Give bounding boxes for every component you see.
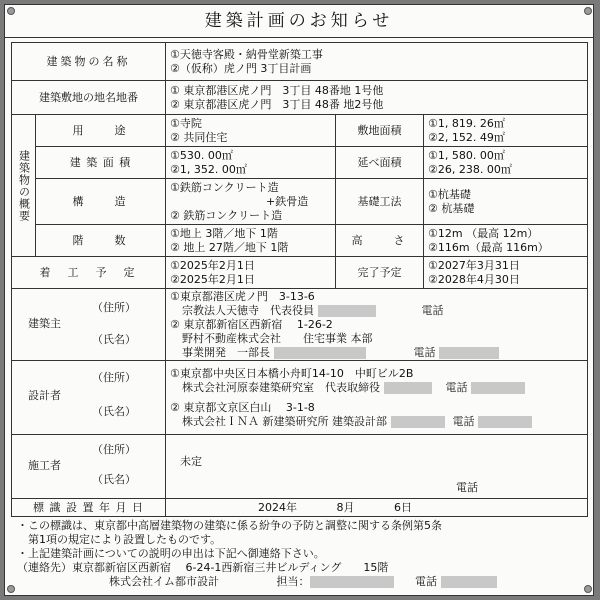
site-area-1: ①1, 819. 26㎡ (428, 116, 505, 130)
overview-label: 建築物の概要 (12, 115, 36, 257)
contractor-value: 未定 (180, 455, 202, 468)
owner-phone-label-2: 電話 (413, 345, 436, 359)
screw-top-right (584, 7, 592, 15)
foundation-label: 基礎工法 (336, 179, 424, 225)
structure-2: ② 鉄筋コンクリート造 (170, 208, 283, 222)
building-area-label: 建 築 面 積 (36, 147, 166, 179)
notes (17, 519, 587, 589)
row-owner (12, 289, 588, 361)
contractor-label-cell (12, 435, 166, 499)
contractor-phone-label: 電話 (456, 481, 478, 494)
contractor-label: 施工者 (28, 459, 61, 472)
owner-line-1: ①東京都港区虎ノ門 3-13-6 (170, 289, 315, 303)
total-floor-area-label: 延べ面積 (336, 147, 424, 179)
designer-line-2: 株式会社河原泰建築研究室 代表取締役 (182, 380, 380, 394)
foundation-1: ①杭基礎 (428, 187, 471, 201)
note-5-person-redaction (310, 576, 394, 588)
use-1: ①寺院 (170, 116, 202, 130)
sign-date-day: 6日 (394, 500, 412, 514)
sign-date-month: 8月 (336, 500, 355, 514)
owner-label: 建築主 (28, 317, 61, 330)
row-sign-date (12, 499, 588, 517)
owner-line-4: 野村不動産株式会社 住宅事業 本部 (182, 331, 373, 345)
designer-phone-redaction (471, 382, 525, 394)
note-5-phone-redaction (441, 576, 497, 588)
row-floors (12, 225, 588, 257)
floors-2: ② 地上 27階／地下 1階 (170, 240, 289, 254)
total-floor-area-1: ①1, 580. 00㎡ (428, 148, 505, 162)
designer-phone-label: 電話 (445, 380, 468, 394)
row-use (12, 115, 588, 147)
use-label: 用 途 (36, 115, 166, 147)
height-1: ①12m （最高 12m） (428, 226, 539, 240)
screw-bottom-left (7, 585, 15, 593)
site-area-2: ②2, 152. 49㎡ (428, 130, 505, 144)
row-building-area (12, 147, 588, 179)
designer-label: 設計者 (28, 389, 61, 402)
row-building-name (12, 43, 588, 81)
site-address-label: 建築敷地の地名地番 (12, 81, 166, 115)
floors-label: 階 数 (36, 225, 166, 257)
designer-line-4: 株式会社ＩＮＡ 新建築研究所 建築設計部 (182, 414, 387, 428)
start-1: ①2025年2月1日 (170, 258, 255, 272)
site-address-2: ② 東京都港区虎ノ門 3丁目 48番 地2号他 (170, 97, 384, 111)
completion-2: ②2028年4月30日 (428, 272, 520, 286)
start-2: ②2025年2月1日 (170, 272, 255, 286)
owner-address-label: （住所） (92, 301, 136, 314)
start-label: 着 工 予 定 (12, 257, 166, 289)
row-schedule (12, 257, 588, 289)
screw-top-left (7, 7, 15, 15)
sign-date-label: 標 識 設 置 年 月 日 (12, 499, 166, 517)
designer-line-1: ①東京都中央区日本橋小舟町14-10 中町ビル2B (170, 366, 414, 380)
height-2: ②116m（最高 116m） (428, 240, 549, 254)
note-1: ・この標識は、東京都中高層建築物の建築に係る紛争の予防と調整に関する条例第5条 (17, 519, 442, 532)
use-2: ② 共同住宅 (170, 130, 228, 144)
owner-line-5: 事業開発 一部長 (182, 345, 270, 359)
designer-line-3: ② 東京都文京区白山 3-1-8 (170, 400, 315, 414)
building-area-2: ②1, 352. 00㎡ (170, 162, 247, 176)
note-2: 第1項の規定により設置したものです。 (17, 533, 222, 546)
designer-name-label: （氏名） (92, 405, 136, 418)
row-designer (12, 361, 588, 435)
floors-1: ①地上 3階／地下 1階 (170, 226, 278, 240)
note-5-company: 株式会社イム都市設計 (109, 575, 219, 588)
site-address-1: ① 東京都港区虎ノ門 3丁目 48番地 1号他 (170, 83, 384, 97)
height-label: 高 さ (336, 225, 424, 257)
designer-label-cell (12, 361, 166, 435)
owner-line-2: 宗教法人天徳寺 代表役員 (182, 303, 314, 317)
contractor-name-label: （氏名） (92, 473, 136, 486)
row-contractor (12, 435, 588, 499)
foundation-2: ② 杭基礎 (428, 201, 475, 215)
building-name-label: 建築物の名称 (12, 43, 166, 81)
designer-phone-redaction-2 (478, 416, 532, 428)
row-structure (12, 179, 588, 225)
total-floor-area-2: ②26, 238. 00㎡ (428, 162, 512, 176)
structure-label: 構 造 (36, 179, 166, 225)
owner-redaction (318, 305, 376, 317)
contractor-address-label: （住所） (92, 443, 136, 456)
designer-address-label: （住所） (92, 371, 136, 384)
owner-redaction-2 (274, 347, 366, 359)
completion-label: 完了予定 (336, 257, 424, 289)
building-name-1: ①天徳寺客殿・納骨堂新築工事 (170, 47, 323, 61)
structure-1b: +鉄骨造 (266, 194, 309, 208)
row-site-address (12, 81, 588, 115)
note-3: ・上記建築計画についての説明の申出は下記へ御連絡下さい。 (17, 547, 325, 560)
screw-bottom-right (584, 585, 592, 593)
notice-table (11, 42, 588, 517)
owner-phone-redaction (439, 347, 499, 359)
site-area-label: 敷地面積 (336, 115, 424, 147)
designer-redaction-2 (391, 416, 445, 428)
sign-date-year: 2024年 (258, 500, 297, 514)
building-name-2: ②（仮称）虎ノ門 3丁目計画 (170, 61, 312, 75)
owner-name-label: （氏名） (92, 333, 136, 346)
notice-board (4, 4, 594, 596)
owner-phone-label: 電話 (421, 303, 444, 317)
designer-phone-label-2: 電話 (452, 414, 475, 428)
completion-1: ①2027年3月31日 (428, 258, 520, 272)
note-4: （連絡先）東京都新宿区西新宿 6-24-1西新宿三井ビルディング 15階 (17, 561, 389, 574)
note-5-phone-label: 電話 (415, 575, 437, 588)
owner-line-3: ② 東京都新宿区西新宿 1-26-2 (170, 317, 333, 331)
notice-title: 建築計画のお知らせ (5, 5, 593, 38)
building-area-1: ①530. 00㎡ (170, 148, 233, 162)
owner-label-cell (12, 289, 166, 361)
note-5-person-label: 担当： (276, 575, 310, 588)
structure-1a: ①鉄筋コンクリート造 (170, 180, 279, 194)
designer-redaction (384, 382, 432, 394)
